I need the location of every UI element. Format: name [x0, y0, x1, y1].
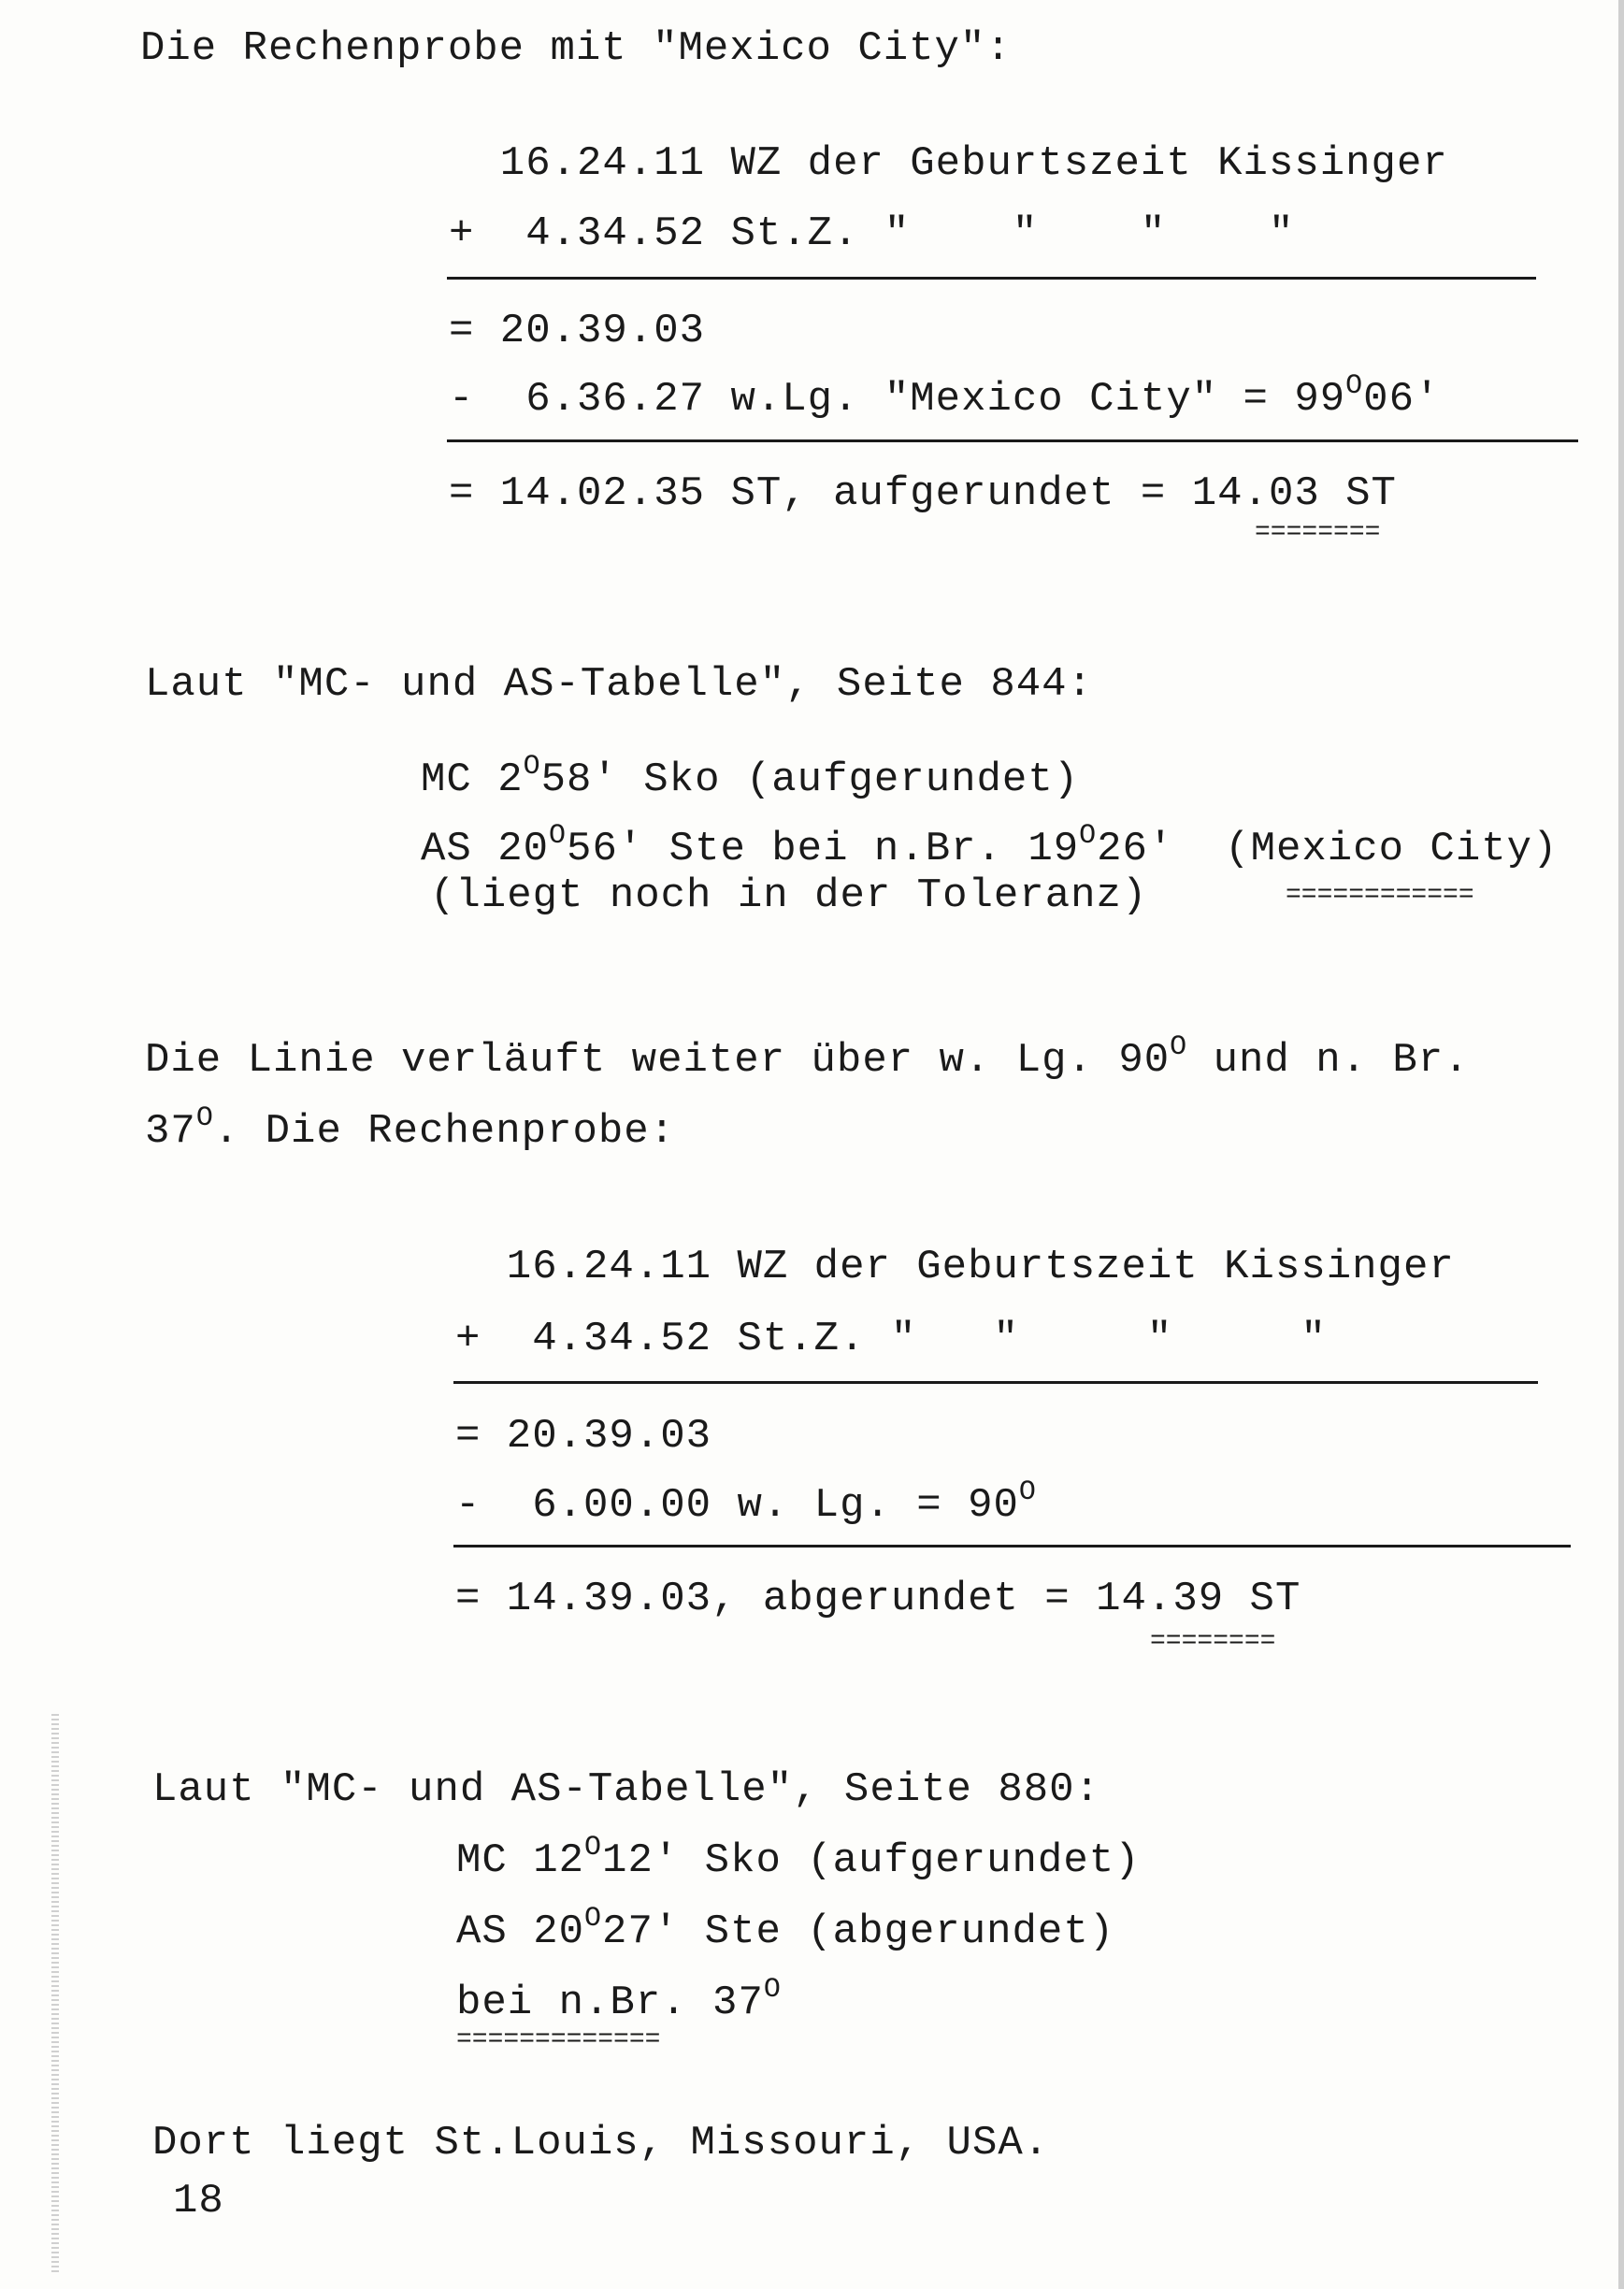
- as-844: AS $20^O56'$ Ste bei n.Br. $19^O26'$ (Mexico City): [421, 820, 1559, 872]
- calc1-line3: = 20.39.03: [449, 308, 706, 354]
- latitude-880: bei n.Br. $37^O$: [456, 1974, 782, 2026]
- calc2-rule1: [453, 1381, 1538, 1384]
- calc2-rule2: [453, 1545, 1571, 1548]
- calc1-result-underline: ========: [1255, 518, 1381, 547]
- scan-edge-right: [1618, 0, 1624, 2289]
- calc1-line1: 16.24.11 WZ der Geburtszeit Kissinger: [449, 140, 1448, 187]
- mc-844: MC $2^O58'$ Sko (aufgerundet): [421, 751, 1080, 803]
- tolerance-note: (liegt noch in der Toleranz): [430, 872, 1148, 919]
- calc2-line2: + 4.34.52 St.Z. " " " ": [455, 1316, 1327, 1362]
- calc2-result-underline: ========: [1150, 1627, 1276, 1656]
- calc1-line2: + 4.34.52 St.Z. " " " ": [449, 210, 1295, 257]
- calc2-line4: - 6.00.00 w. Lg. = $90^O$: [455, 1476, 1037, 1529]
- calc1-rule1: [447, 277, 1536, 280]
- page-number: 18: [173, 2178, 224, 2224]
- table-ref-844: Laut "MC- und AS-Tabelle", Seite 844:: [145, 661, 1093, 708]
- conclusion-text: Dort liegt St.Louis, Missouri, USA.: [152, 2120, 1050, 2167]
- calc1-line5: = 14.02.35 ST, aufgerundet = 14.03 ST: [449, 470, 1397, 517]
- calc2-line5: = 14.39.03, abgerundet = 14.39 ST: [455, 1576, 1301, 1622]
- mc-880: MC $12^O12'$ Sko (aufgerundet): [456, 1832, 1141, 1884]
- paragraph-line2: $37^O$. Die Rechenprobe:: [145, 1102, 676, 1155]
- calc1-rule2: [447, 439, 1578, 442]
- calc1-line4: - 6.36.27 w.Lg. "Mexico City" = $99^O06'$: [449, 370, 1441, 423]
- table-ref-880: Laut "MC- und AS-Tabelle", Seite 880:: [152, 1766, 1100, 1813]
- paragraph-line1: Die Linie verläuft weiter über w. Lg. $90^O$ und n. Br.: [145, 1031, 1470, 1084]
- calc2-line3: = 20.39.03: [455, 1413, 712, 1460]
- as-880: AS $20^O27'$ Ste (abgerundet): [456, 1903, 1115, 1955]
- latitude-underline: =============: [456, 2025, 661, 2054]
- calc2-line1: 16.24.11 WZ der Geburtszeit Kissinger: [455, 1244, 1455, 1290]
- scan-edge-left: [51, 1711, 59, 2272]
- mexico-underline: ============: [1286, 881, 1474, 910]
- heading-mexico: Die Rechenprobe mit "Mexico City":: [140, 25, 1012, 72]
